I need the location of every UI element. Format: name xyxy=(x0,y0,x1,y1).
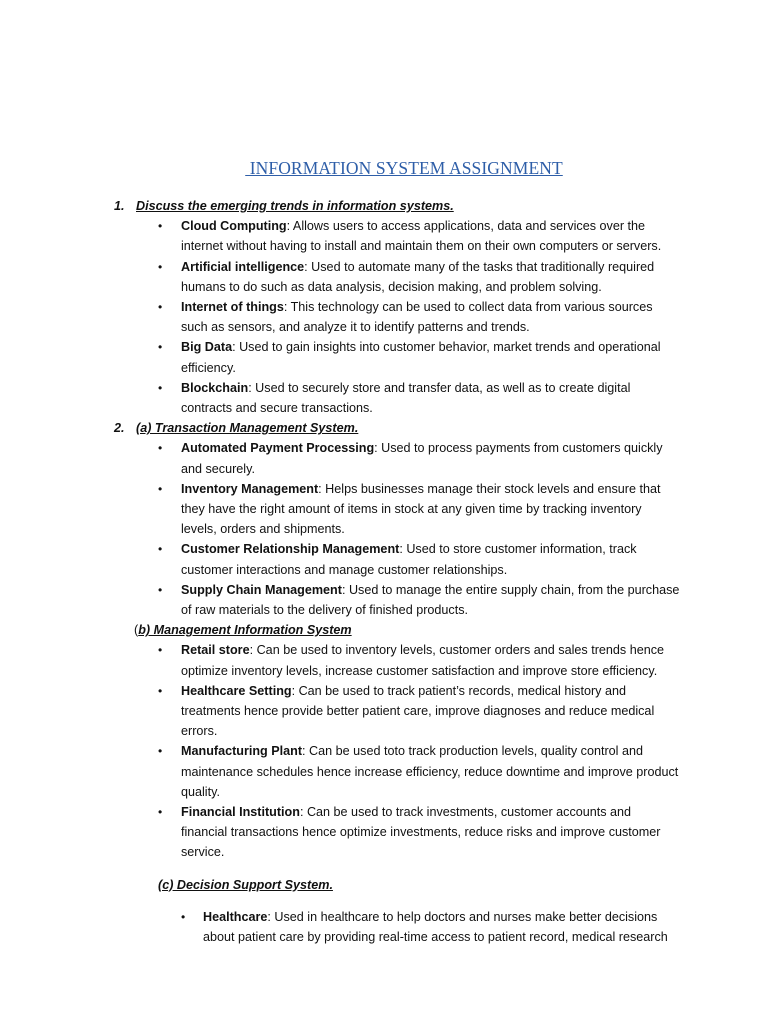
subsection-heading: (c) Decision Support System. xyxy=(158,877,333,892)
bullet-icon: • xyxy=(158,744,163,759)
subsection-paren: ( xyxy=(134,623,139,638)
list-item xyxy=(0,539,768,579)
item-term: Healthcare xyxy=(203,909,268,924)
list-item xyxy=(0,741,768,802)
item-text: : Helps businesses manage their stock levels and ensure that they have the right amount of items in stock at any given time by tracking inventory levels, orders and shipments. xyxy=(181,481,661,537)
item-term: Supply Chain Management xyxy=(181,582,342,597)
section-heading xyxy=(0,418,768,438)
item-text: : This technology can be used to collect data from various sources such as sensors, and analyze it to identify patterns and trends. xyxy=(181,300,653,335)
item-term: Inventory Management xyxy=(181,481,319,496)
subsection-c xyxy=(0,875,768,948)
item-text: : Can be used to track patient’s records, medical history and treatments hence provide better patient care, improve diagnoses and reduce medical errors. xyxy=(181,683,655,739)
item-term: Customer Relationship Management xyxy=(181,542,400,557)
bullet-list xyxy=(0,438,768,620)
bullet-icon: • xyxy=(158,219,163,234)
list-item xyxy=(0,337,768,377)
bullet-list xyxy=(0,907,768,947)
bullet-icon: • xyxy=(158,683,163,698)
bullet-icon: • xyxy=(158,259,163,274)
item-term: Manufacturing Plant xyxy=(181,744,303,759)
bullet-icon: • xyxy=(158,805,163,820)
section-2 xyxy=(0,418,768,620)
subsection-heading xyxy=(0,620,768,640)
item-text: : Used to gain insights into customer behavior, market trends and operational efficiency. xyxy=(181,340,661,375)
list-item xyxy=(0,257,768,297)
list-item xyxy=(0,438,768,478)
document-body xyxy=(0,196,768,947)
bullet-icon: • xyxy=(158,481,163,496)
bullet-icon: • xyxy=(158,380,163,395)
list-item xyxy=(0,681,768,742)
list-item xyxy=(0,580,768,620)
section-number: 1. xyxy=(114,199,125,213)
section-heading xyxy=(0,196,768,216)
bullet-icon: • xyxy=(158,340,163,355)
item-text: : Can be used to inventory levels, customer orders and sales trends hence optimize inventory levels, increase customer satisfaction and improve store efficiency. xyxy=(181,643,665,678)
item-term: Blockchain xyxy=(181,380,249,395)
section-heading-text: Discuss the emerging trends in information systems. xyxy=(136,199,454,213)
bullet-icon: • xyxy=(181,909,186,924)
section-heading-text: (a) Transaction Management System. xyxy=(136,421,359,436)
bullet-icon: • xyxy=(158,300,163,314)
list-item xyxy=(0,640,768,680)
item-text: : Used to automate many of the tasks that traditionally required humans to do such as data analysis, decision making, and problem solving. xyxy=(181,259,655,294)
document-title: INFORMATION SYSTEM ASSIGNMENT xyxy=(245,158,563,178)
bullet-list xyxy=(0,216,768,418)
subsection-b xyxy=(0,620,768,862)
list-item xyxy=(0,907,768,947)
section-1 xyxy=(0,196,768,418)
section-number: 2. xyxy=(114,421,125,436)
bullet-list xyxy=(0,640,768,862)
item-term: Internet of things xyxy=(181,300,284,314)
item-text: : Used in healthcare to help doctors and nurses make better decisions about patient care by providing real-time access to patient record, medical research xyxy=(203,909,668,945)
item-text: : Used to manage the entire supply chain, from the purchase of raw materials to the delivery of finished products. xyxy=(181,582,680,618)
list-item xyxy=(0,378,768,418)
list-item xyxy=(0,216,768,256)
item-text: : Used to securely store and transfer data, as well as to create digital contracts and secure transactions. xyxy=(181,380,631,416)
item-term: Financial Institution xyxy=(181,805,300,820)
bullet-icon: • xyxy=(158,441,163,456)
subsection-heading-text: b) Management Information System xyxy=(138,623,352,638)
item-term: Healthcare Setting xyxy=(181,683,292,698)
item-term: Automated Payment Processing xyxy=(181,441,375,456)
list-item xyxy=(0,297,768,337)
item-text: : Used to store customer information, track customer interactions and manage customer relationships. xyxy=(181,542,637,577)
item-term: Artificial intelligence xyxy=(181,259,305,274)
item-text: : Can be used toto track production levels, quality control and maintenance schedules hence increase efficiency, reduce downtime and improve product quality. xyxy=(181,744,679,799)
bullet-icon: • xyxy=(158,643,163,658)
item-text: : Allows users to access applications, data and services over the internet without having to install and maintain them on their own computers or servers. xyxy=(181,219,662,254)
item-text: : Can be used to track investments, customer accounts and financial transactions hence optimize investments, reduce risks and improve customer service. xyxy=(181,805,661,860)
bullet-icon: • xyxy=(158,542,163,557)
item-term: Big Data xyxy=(181,340,233,355)
list-item xyxy=(0,479,768,540)
item-term: Cloud Computing xyxy=(181,219,287,234)
item-text: : Used to process payments from customers quickly and securely. xyxy=(181,441,663,476)
list-item xyxy=(0,802,768,863)
bullet-icon: • xyxy=(158,582,163,597)
item-term: Retail store xyxy=(181,643,250,658)
